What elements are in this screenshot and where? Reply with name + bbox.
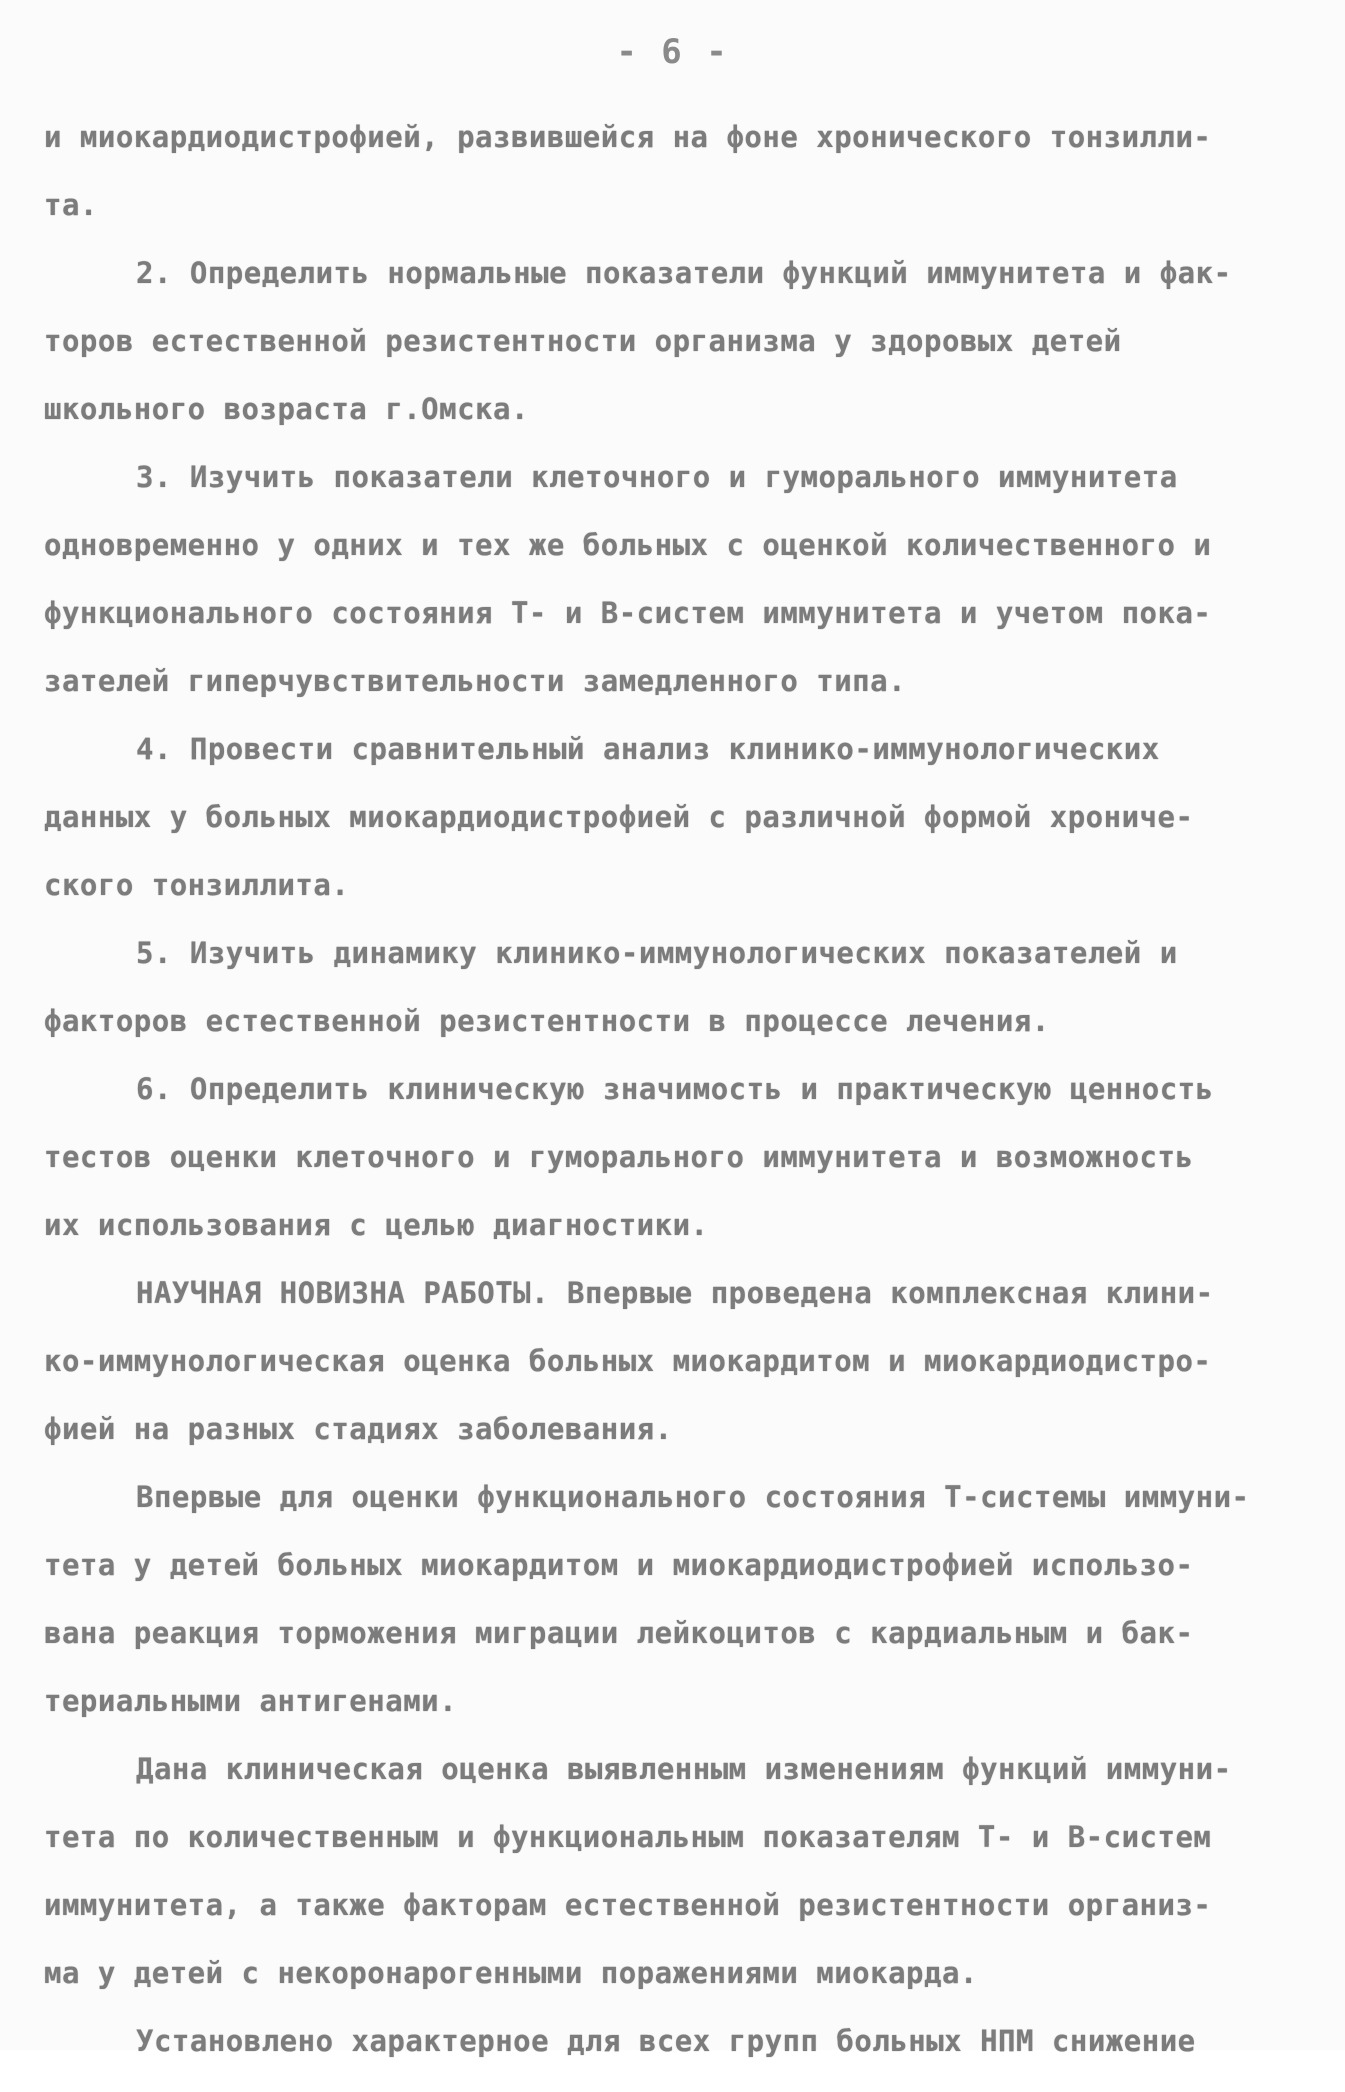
paragraph	[44, 1752, 1259, 2024]
text-line: Установлено характерное для всех групп больных НПМ снижение	[136, 2024, 1196, 2058]
document-body	[44, 120, 1259, 2092]
paragraph	[44, 120, 1259, 256]
text-line: тета у детей больных миокардитом и миокардиодистрофией использо-	[44, 1548, 1194, 1582]
text-line: та.	[44, 188, 98, 222]
text-line: 3. Изучить показатели клеточного и гуморального иммунитета	[136, 460, 1178, 494]
paragraph	[44, 1480, 1259, 1752]
page-number: - 6 -	[616, 32, 729, 72]
text-line: тета по количественным и функциональным показателям Т- и В-систем	[44, 1820, 1212, 1854]
text-line: и миокардиодистрофией, развившейся на фоне хронического тонзилли-	[44, 120, 1212, 154]
text-line: 2. Определить нормальные показатели функций иммунитета и фак-	[136, 256, 1232, 290]
text-line: их использования с целью диагностики.	[44, 1208, 709, 1242]
text-line: ского тонзиллита.	[44, 868, 350, 902]
text-line: вана реакция торможения миграции лейкоцитов с кардиальным и бак-	[44, 1616, 1194, 1650]
text-line: 4. Провести сравнительный анализ клинико-иммунологических	[136, 732, 1160, 766]
text-line: 5. Изучить динамику клинико-иммунологических показателей и	[136, 936, 1178, 970]
paragraph	[44, 2024, 1259, 2092]
text-line: зателей гиперчувствительности замедленного типа.	[44, 664, 907, 698]
paragraph	[44, 1072, 1259, 1276]
text-line: тестов оценки клеточного и гуморального иммунитета и возможность	[44, 1140, 1194, 1174]
text-line: 6. Определить клиническую значимость и практическую ценность	[136, 1072, 1214, 1106]
text-line: одновременно у одних и тех же больных с оценкой количественного и	[44, 528, 1212, 562]
text-line: НАУЧНАЯ НОВИЗНА РАБОТЫ. Впервые проведена комплексная клини-	[136, 1276, 1214, 1310]
paragraph	[44, 256, 1259, 460]
paragraph	[44, 1276, 1259, 1480]
text-line: торов естественной резистентности организма у здоровых детей	[44, 324, 1122, 358]
paragraph	[44, 936, 1259, 1072]
text-line: ко-иммунологическая оценка больных миокардитом и миокардиодистро-	[44, 1344, 1212, 1378]
text-line: функционального состояния Т- и В-систем иммунитета и учетом пока-	[44, 596, 1212, 630]
paragraph	[44, 460, 1259, 732]
text-line: ма у детей с некоронарогенными поражениями миокарда.	[44, 1956, 978, 1990]
paragraph	[44, 732, 1259, 936]
text-line: териальными антигенами.	[44, 1684, 458, 1718]
text-line: данных у больных миокардиодистрофией с различной формой хрониче-	[44, 800, 1194, 834]
text-line: иммунитета, а также факторам естественной резистентности организ-	[44, 1888, 1212, 1922]
text-line: Впервые для оценки функционального состояния Т-системы иммуни-	[136, 1480, 1250, 1514]
text-line: фией на разных стадиях заболевания.	[44, 1412, 673, 1446]
text-line: Дана клиническая оценка выявленным изменениям функций иммуни-	[136, 1752, 1232, 1786]
text-line: факторов естественной резистентности в процессе лечения.	[44, 1004, 1050, 1038]
text-line: школьного возраста г.Омска.	[44, 392, 529, 426]
